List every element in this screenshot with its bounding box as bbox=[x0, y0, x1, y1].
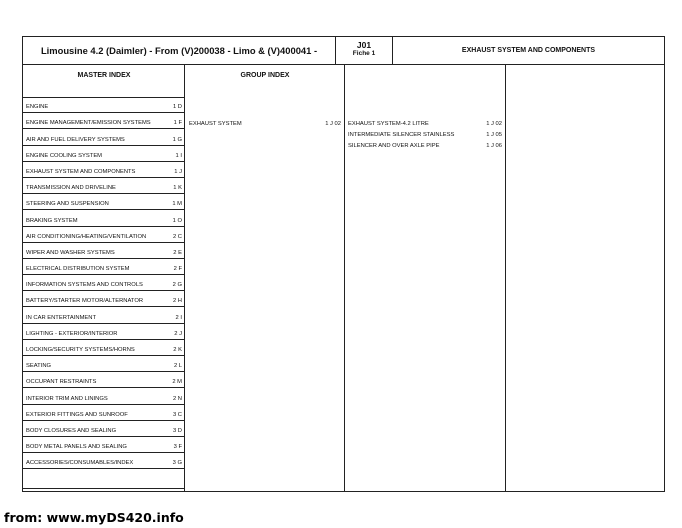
master-index-label: BRAKING SYSTEM bbox=[26, 217, 78, 224]
master-index-label: AIR CONDITIONING/HEATING/VENTILATION bbox=[26, 233, 147, 240]
master-index-code: 2 L bbox=[173, 363, 182, 370]
master-index-item[interactable] bbox=[23, 194, 185, 210]
sub-group-label: INTERMEDIATE SILENCER STAINLESS bbox=[348, 132, 455, 138]
master-index-label: INTERIOR TRIM AND LININGS bbox=[26, 395, 108, 402]
page-title: Limousine 4.2 (Daimler) - From (V)200038 - Limo & (V)400041 - bbox=[23, 37, 336, 64]
master-index-label: INFORMATION SYSTEMS AND CONTROLS bbox=[26, 282, 143, 289]
sub-group-code: 1 J 06 bbox=[486, 143, 502, 149]
master-index-code: 2 J bbox=[174, 330, 182, 337]
section-title: EXHAUST SYSTEM AND COMPONENTS bbox=[461, 47, 596, 54]
master-index-item[interactable] bbox=[23, 356, 185, 372]
master-index-item[interactable] bbox=[23, 405, 185, 421]
sub-group-item[interactable] bbox=[346, 121, 504, 132]
master-index-label: STEERING AND SUSPENSION bbox=[26, 201, 109, 208]
master-index-label: BATTERY/STARTER MOTOR/ALTERNATOR bbox=[26, 298, 144, 305]
source-watermark: from: www.myDS420.info bbox=[4, 510, 184, 525]
column-divider-2 bbox=[344, 64, 345, 491]
fiche-sheet bbox=[22, 36, 665, 492]
master-index-item[interactable] bbox=[23, 259, 185, 275]
master-index-code: 1 O bbox=[172, 217, 182, 224]
master-index-label: ENGINE bbox=[26, 104, 49, 111]
master-index-item[interactable] bbox=[23, 388, 185, 404]
fiche-code: J01 bbox=[356, 40, 372, 50]
master-index-code: 2 I bbox=[175, 314, 182, 321]
master-index-code: 2 E bbox=[173, 249, 182, 256]
master-index-item[interactable] bbox=[23, 324, 185, 340]
master-index-label: BODY CLOSURES AND SEALING bbox=[26, 427, 117, 434]
master-index-item[interactable] bbox=[23, 291, 185, 307]
master-index-item[interactable] bbox=[23, 129, 185, 145]
header-bar bbox=[23, 37, 664, 65]
master-index-label: ELECTRICAL DISTRIBUTION SYSTEM bbox=[26, 266, 130, 273]
master-index-blank-row bbox=[23, 469, 185, 489]
master-index-item[interactable] bbox=[23, 275, 185, 291]
master-index-item[interactable] bbox=[23, 146, 185, 162]
master-index-code: 1 J bbox=[174, 168, 182, 175]
sub-group-list bbox=[346, 121, 504, 154]
master-index-code: 1 I bbox=[175, 152, 182, 159]
master-index-label: ENGINE MANAGEMENT/EMISSION SYSTEMS bbox=[26, 120, 151, 127]
group-index-label: EXHAUST SYSTEM bbox=[189, 121, 242, 127]
master-index-label: EXHAUST SYSTEM AND COMPONENTS bbox=[26, 168, 136, 175]
master-index-item[interactable] bbox=[23, 340, 185, 356]
master-index-code: 2 M bbox=[172, 379, 182, 386]
master-index-code: 3 G bbox=[172, 460, 182, 467]
sub-group-item[interactable] bbox=[346, 132, 504, 143]
master-index-code: 2 N bbox=[172, 395, 182, 402]
sub-group-label: SILENCER AND OVER AXLE PIPE bbox=[348, 143, 440, 149]
master-index-label: TRANSMISSION AND DRIVELINE bbox=[26, 185, 116, 192]
master-index-item[interactable] bbox=[23, 178, 185, 194]
master-index-label: OCCUPANT RESTRAINTS bbox=[26, 379, 97, 386]
sub-group-code: 1 J 02 bbox=[486, 121, 502, 127]
master-index-item[interactable] bbox=[23, 307, 185, 323]
master-index-label: ENGINE COOLING SYSTEM bbox=[26, 152, 103, 159]
master-index-label: SEATING bbox=[26, 363, 52, 370]
master-index-label: ACCESSORIES/CONSUMABLES/INDEX bbox=[26, 460, 134, 467]
master-index-code: 1 D bbox=[172, 104, 182, 111]
master-index-item[interactable] bbox=[23, 421, 185, 437]
master-index-label: AIR AND FUEL DELIVERY SYSTEMS bbox=[26, 136, 125, 143]
master-index-item[interactable] bbox=[23, 372, 185, 388]
column-divider-3 bbox=[505, 64, 506, 491]
sub-group-item[interactable] bbox=[346, 143, 504, 154]
master-index-item[interactable] bbox=[23, 210, 185, 226]
master-index-item[interactable] bbox=[23, 243, 185, 259]
master-index-code: 1 K bbox=[173, 185, 182, 192]
group-index-code: 1 J 02 bbox=[325, 121, 341, 127]
master-index-label: IN CAR ENTERTAINMENT bbox=[26, 314, 96, 321]
fiche-number: Fiche 1 bbox=[352, 50, 376, 57]
group-index-title: GROUP INDEX bbox=[240, 72, 290, 79]
master-index-label: EXTERIOR FITTINGS AND SUNROOF bbox=[26, 411, 128, 418]
master-index-list bbox=[23, 97, 185, 489]
master-index-code: 1 G bbox=[172, 136, 182, 143]
master-index-item[interactable] bbox=[23, 227, 185, 243]
master-index-code: 2 H bbox=[172, 298, 182, 305]
master-index-code: 1 F bbox=[173, 120, 182, 127]
master-index-item[interactable] bbox=[23, 162, 185, 178]
sub-group-label: EXHAUST SYSTEM-4.2 LITRE bbox=[348, 121, 429, 127]
master-index-item[interactable] bbox=[23, 97, 185, 113]
fiche-code-box bbox=[336, 37, 393, 64]
master-index-code: 1 M bbox=[172, 201, 182, 208]
master-index-code: 2 C bbox=[172, 233, 182, 240]
master-index-item[interactable] bbox=[23, 453, 185, 469]
master-index-label: WIPER AND WASHER SYSTEMS bbox=[26, 249, 115, 256]
master-index-code: 3 C bbox=[172, 411, 182, 418]
master-index-label: BODY METAL PANELS AND SEALING bbox=[26, 444, 127, 451]
master-index-item[interactable] bbox=[23, 113, 185, 129]
master-index-code: 2 F bbox=[173, 266, 182, 273]
master-index-label: LIGHTING - EXTERIOR/INTERIOR bbox=[26, 330, 118, 337]
master-index-label: LOCKING/SECURITY SYSTEMS/HORNS bbox=[26, 347, 135, 353]
master-index-title: MASTER INDEX bbox=[77, 72, 131, 79]
master-index-code: 2 G bbox=[172, 282, 182, 289]
master-index-code: 3 F bbox=[173, 444, 182, 451]
master-index-code: 3 D bbox=[172, 427, 182, 434]
master-index-item[interactable] bbox=[23, 437, 185, 453]
sub-group-code: 1 J 05 bbox=[486, 132, 502, 138]
master-index-code: 2 K bbox=[173, 347, 182, 353]
